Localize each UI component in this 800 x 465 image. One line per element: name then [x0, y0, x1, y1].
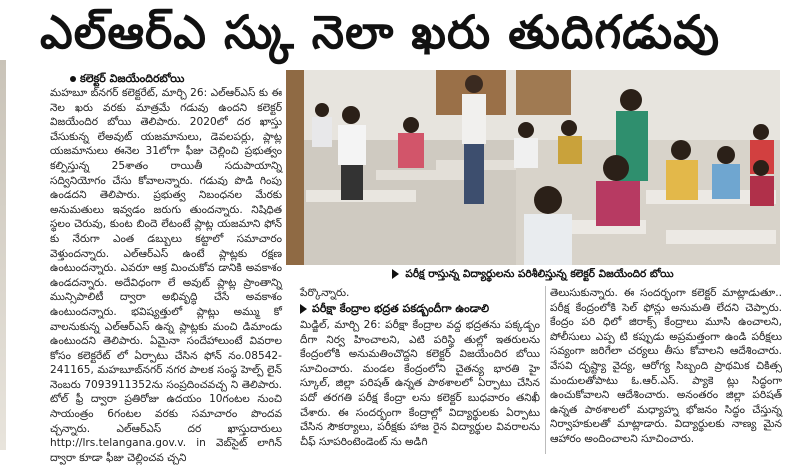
subheading-text: పరీక్షా కేంద్రాల భద్రత పకడ్బందీగా ఉండాలి: [312, 302, 490, 315]
news-photo: [286, 70, 780, 265]
exam-hall-photo: [286, 70, 780, 265]
byline-text: కలెక్టర్ విజయేందిరబోయి: [80, 72, 185, 85]
photo-caption: [286, 266, 780, 282]
subhead-marker-icon: [300, 304, 307, 314]
column-divider: [545, 286, 546, 454]
bullet-icon: [70, 76, 76, 82]
caption-marker-icon: [392, 269, 399, 279]
article-column-3: [550, 286, 782, 456]
article-body-1: మహబూ బ్‌నగర్ కలెక్టరేట్, మార్చి 26: ఎల్ఆర్ఎస్ కు ఈ నెల ఖరు వరకు మాత్రమే గడువు ఉందని కలెక్టర్ విజయేందిర బోయి తెలిపారు. 2020లో దర ఖాస్తు చేసుకున్న లేఅవుట్ యజమానులు, డెవలపర్లు, ప్లాట్ల యజమానులు ఈనెల 31లోగా ఫీజు చెల్లించి ప్రభుత్వం కల్పిస్తున్న 25శాతం రాయితీ సదుపాయాన్ని సద్వినియోగం చేసు కోవాలన్నారు. గడువు పొడి గింపు ఉండదని తెలిపారు. ప్రభుత్వ నిబంధనల మేరకు అనుమతులు ఇవ్వడం జరుగు తుందన్నారు. నిషిధిత స్థలం చెరువు, కుంట బిందె లేటంటే ప్లాట్ల యజమాని ఫోన్ కు నేరుగా ఎంత డబ్బులు కట్టాలో సమాచారం వెళ్తుందన్నారు. ఎల్ఆర్ఎస్ ఉంటే ప్లాట్లకు రక్షణ ఉంటుందన్నారు. ఎవరూ ఆక్ర మించుకోవ డానికి అవకాశం ఉండదన్నారు. అదేవిధంగా లే అవుట్ ప్లాట్ల ప్రాంతాన్ని మున్సిపాలిటీ ద్వారా అభివృద్ధి చేసే అవకాశం ఉంటుందన్నారు. భవిష్యత్తులో ప్లాట్లు అమ్ము కో వాలనుకున్న ఎల్ఆర్ఎస్ ఉన్న ప్లాట్లకు మంచి డిమాండు ఉంటుందని తెలిపారు. ఏమైనా సందేహాలుంటే వివరాల కోసం కలెక్టరేట్ లో ఏర్పాటు చేసిన ఫోన్ నం.08542-241165, మహబూబ్‌నగర్ నగర పాలక సంస్థ హెల్ప్ లైన్ నెంబరు 7093911352ను సంప్రదించవచ్చ ని తెలిపారు. టోల్ ఫ్రీ ద్వారా ప్రతిరోజు ఉదయం 10గంటల నుంచి సాయంత్రం 6గంటల వరకు సమాచారం పొందవ చ్చన్నారు. ఎల్ఆర్ఎస్ దర ఖాస్తుదారులు http://lrs.telangana.gov.v. in వెబ్‌సైట్ లాగిన్ ద్వారా కూడా ఫీజు చెల్లించవ చ్చని: [50, 87, 282, 464]
article-column-1: [50, 86, 282, 464]
article-column-2: [300, 318, 540, 456]
headline: ఎల్ఆర్ఎ స్కు నెలా ఖరు తుదిగడువు: [40, 5, 721, 59]
photo-caption-text: పరీక్ష రాస్తున్న విద్యార్థులను పరిశీలిస్తున్న కలెక్టర్ విజయేందిర బోయి: [405, 268, 674, 280]
article-column-2-head: [300, 286, 460, 301]
article-body-1-tail: పేర్కొన్నారు.: [300, 287, 350, 299]
subheading: [300, 302, 540, 318]
article-body-2: మిడ్జిల్, మార్చి 26: పరీక్షా కేంద్రాల వద్ద భద్రతను పక్కడ్బం దీగా నిర్వ హించాలని, ఎటి పరిస్థి తుల్లో ఇతరులను కేంద్రంలోకి అనుమతించొద్దని కలెక్టర్ విజయేందిర బోయి సూచించారు. మండల కేంద్రంలోని చైతన్య భారతి హై స్కూల్, జిల్లా పరిషత్ ఉన్నత పాఠశాలలో ఏర్పాటు చేసిన పదో తరగతి పరీక్ష కేంద్రా లను కలెక్టర్ బుధవారం తనిఖీ చేశారు. ఈ సందర్భంగా కేంద్రాల్లో విద్యార్థులకు ఏర్పాటు చేసిన సౌకర్యాలు, పరీక్షకు హాజ రైన విద్యార్థుల వివరాలను చీఫ్ సూపరింటెండెంట్ ను అడిగి: [300, 319, 540, 448]
adjacent-page-edge: [0, 60, 6, 450]
article-body-3: తెలుసుకున్నారు. ఈ సందర్భంగా కలెక్టర్ మాట్లాడుతూ.. పరీక్ష కేంద్రంలోకి సెల్ ఫోన్లు అనుమతి లేదని చెప్పారు. కేంద్రం పరి ధిలో జిరాక్స్ కేంద్రాలు మూసి ఉంచాలని, పోలీసులు ఎప్ప టి కప్పుడు అప్రమత్తంగా ఉండి పరీక్షలు సవ్యంగా జరిగేలా చర్యలు తీసు కోవాలని ఆదేశించారు. వేసవి దృష్ట్యా వైద్య, ఆరోగ్య సిబ్బంది ప్రాథమిక చికిత్స మందులతోపాటు ఓ.ఆర్.ఎస్. ప్యాకె ట్లు సిద్ధంగా ఉంచుకోవాలని ఆదేశించారు. అనంతరం జిల్లా పరిషత్ ఉన్నత పాఠశాలలో మధ్యాహ్న భోజనం సిద్ధం చేస్తున్న నిర్వాహకులతో మాట్లాడారు. విద్యార్థులకు నాణ్య మైన ఆహారం అందించాలని సూచించారు.: [550, 287, 782, 445]
